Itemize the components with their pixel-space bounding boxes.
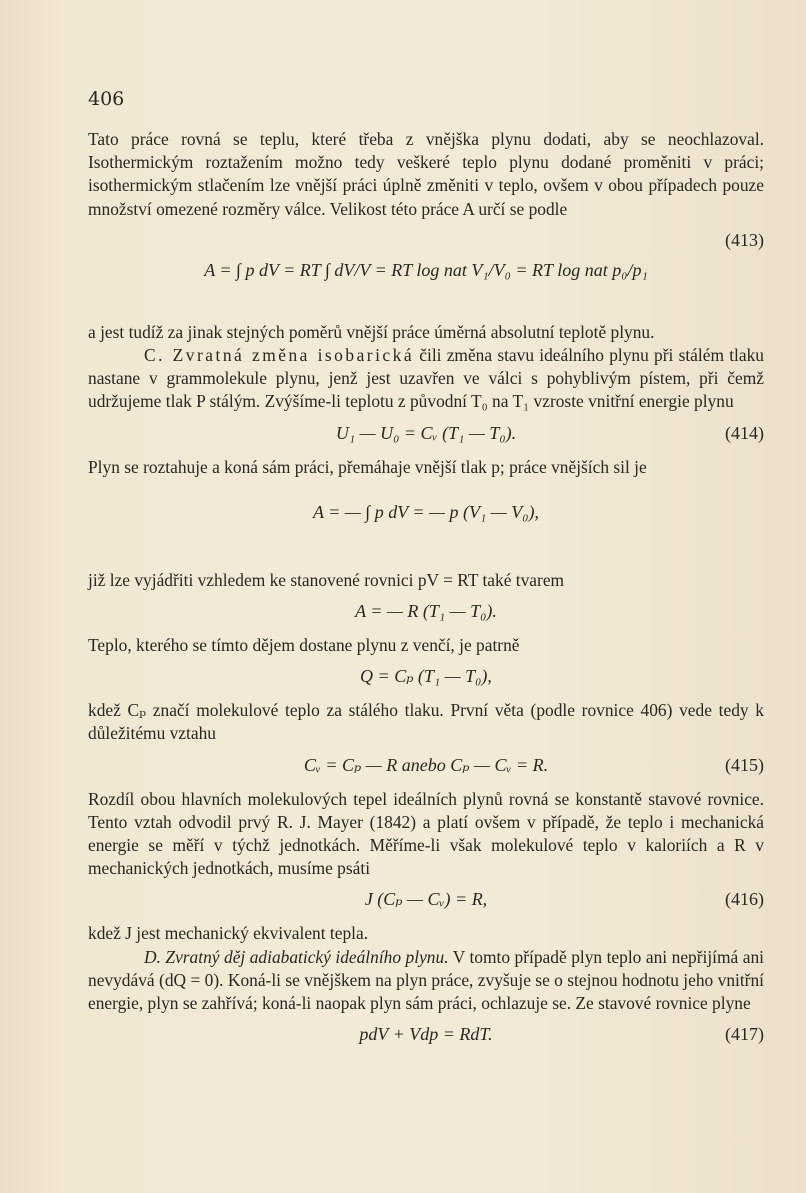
equation-415-number: (415)	[725, 754, 764, 775]
equation-work-r-text: A = — R (T₁ — T₀).	[355, 601, 497, 622]
equation-414-number: (414)	[725, 422, 764, 443]
paragraph-10	[88, 946, 764, 1016]
section-d-heading: D. Zvratný děj adiabatický ideálního plynu.	[144, 946, 449, 967]
paragraph-10-text: V tomto případě plyn teplo ani nepřijímá ani nevydává (dQ = 0). Koná-li se vnějškem na plyn práce, zvyšuje se o stejnou hodnotu jeho vnitřní energie, plyn se zahřívá; koná-li naopak plyn sám práci, ochlazuje se. Ze stavové rovnice plyne	[88, 946, 765, 1014]
paragraph-9: kdež J jest mechanický ekvivalent tepla.	[88, 923, 369, 944]
paragraph-4: Plyn se roztahuje a koná sám práci, přemáhaje vnější tlak p; práce vnějších sil je	[88, 456, 647, 477]
paragraph-2: a jest tudíž za jinak stejných poměrů vnější práce úměrná absolutní teplotě plynu.	[88, 321, 655, 342]
equation-415	[88, 754, 764, 780]
page-number: 406	[88, 88, 125, 110]
paragraph-3-text: čili změna stavu ideálního plynu při stálém tlaku nastane v grammolekule plynu, jenž jest uzavřen ve válci s pohyblivým pístem, při čemž udržujeme tlak P stálým. Zvýšíme-li teplotu z původní T₀ na T₁ vzroste vnitřní energie plynu	[88, 345, 764, 412]
paragraph-1: Tato práce rovná se teplu, které třeba z vnějška plynu dodati, aby se neochlazoval. Isothermickým roztažením možno tedy veškeré teplo plynu dodané proměniti v práci; isothermickým stlačením lze vnější práci úplně změniti v teplo, ovšem v obou případech pouze množství omezené rozměry válce. Velikost této práce A určí se podle	[88, 129, 764, 219]
equation-415-text: Cᵥ = Cₚ — R anebo Cₚ — Cᵥ = R.	[303, 754, 549, 775]
section-c-heading: C. Zvratná změna isobarická	[144, 345, 415, 366]
equation-heat	[88, 665, 764, 691]
equation-416	[88, 888, 764, 914]
equation-413-number: (413)	[725, 229, 764, 250]
equation-413	[88, 229, 764, 313]
equation-416-number: (416)	[725, 889, 764, 910]
paragraph-3	[88, 344, 764, 414]
paragraph-5: již lze vyjádřiti vzhledem ke stanovené rovnici pV = RT také tvarem	[88, 569, 565, 590]
equation-heat-text: Q = Cₚ (T₁ — T₀),	[360, 666, 492, 687]
page-body	[88, 128, 764, 1057]
equation-416-text: J (Cₚ — Cᵥ) = R,	[364, 889, 488, 910]
equation-417-number: (417)	[725, 1024, 764, 1045]
paragraph-8: Rozdíl obou hlavních molekulových tepel ideálních plynů rovná se konstantě stavové rovnice. Tento vztah odvodil prvý R. J. Mayer (1842) a platí ovšem v případě, že teplo i mechanická energie se měří v týchž jednotkách. Měříme-li však molekulové teplo v kaloriích a R v mechanických jednotkách, musíme psáti	[88, 788, 764, 879]
paragraph-7: kdež Cₚ značí molekulové teplo za stálého tlaku. První věta (podle rovnice 406) vede tedy k důležitému vztahu	[88, 700, 764, 744]
equation-work	[88, 487, 764, 561]
equation-414	[88, 422, 764, 448]
equation-work-r	[88, 600, 764, 626]
equation-417-text: pdV + Vdp = RdT.	[359, 1024, 493, 1045]
paragraph-6: Teplo, kterého se tímto dějem dostane plynu z venčí, je patrně	[88, 635, 520, 656]
equation-413-text: A = ∫ p dV = RT ∫ dV/V = RT log nat V₁/V₀ = RT log nat p₀/p₁	[204, 260, 648, 281]
equation-417	[88, 1023, 764, 1049]
equation-414-text: U₁ — U₀ = Cᵥ (T₁ — T₀).	[335, 422, 517, 443]
equation-work-text: A = — ∫ p dV = — p (V₁ — V₀),	[312, 501, 540, 522]
